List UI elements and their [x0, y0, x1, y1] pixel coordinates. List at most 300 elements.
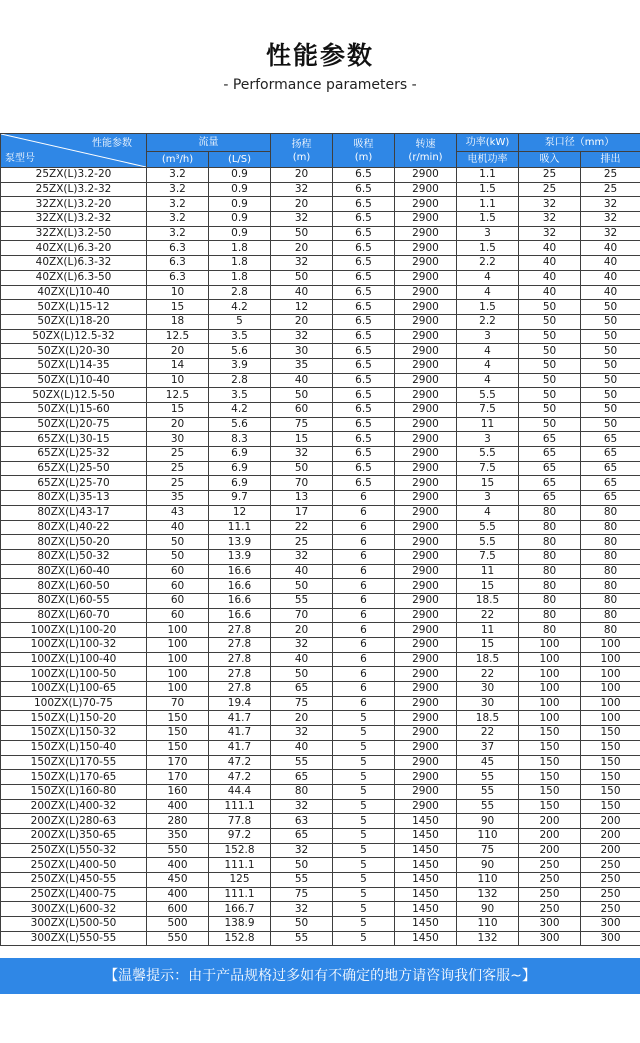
- cell-flow-ls: 8.3: [209, 432, 271, 447]
- cell-suction: 5: [333, 784, 395, 799]
- table-row: [1, 858, 640, 873]
- table-row: [1, 564, 640, 579]
- cell-model: 150ZX(L)170-65: [1, 770, 147, 785]
- cell-flow-ls: 3.5: [209, 388, 271, 403]
- cell-port-out: 50: [581, 344, 640, 359]
- cell-model: 300ZX(L)500-50: [1, 917, 147, 932]
- cell-power: 110: [457, 873, 519, 888]
- cell-port-in: 100: [519, 711, 581, 726]
- cell-head: 50: [271, 917, 333, 932]
- cell-flow-m3h: 15: [147, 403, 209, 418]
- cell-head: 20: [271, 168, 333, 183]
- table-row: [1, 579, 640, 594]
- cell-speed: 1450: [395, 902, 457, 917]
- cell-port-in: 80: [519, 608, 581, 623]
- cell-port-in: 50: [519, 417, 581, 432]
- table-row: [1, 403, 640, 418]
- cell-suction: 6: [333, 638, 395, 653]
- table-row: [1, 696, 640, 711]
- cell-model: 40ZX(L)10-40: [1, 285, 147, 300]
- cell-suction: 6.5: [333, 270, 395, 285]
- cell-model: 50ZX(L)20-30: [1, 344, 147, 359]
- cell-port-out: 50: [581, 417, 640, 432]
- table-row: [1, 270, 640, 285]
- cell-flow-ls: 1.8: [209, 241, 271, 256]
- cell-head: 32: [271, 549, 333, 564]
- table-row: [1, 344, 640, 359]
- table-row: [1, 652, 640, 667]
- cell-speed: 1450: [395, 887, 457, 902]
- cell-head: 32: [271, 902, 333, 917]
- notice-banner: 【温馨提示：由于产品规格过多如有不确定的地方请咨询我们客服~】: [0, 958, 640, 994]
- cell-suction: 6: [333, 667, 395, 682]
- cell-model: 50ZX(L)18-20: [1, 314, 147, 329]
- cell-head: 32: [271, 256, 333, 271]
- header-port-out: 排出: [581, 152, 640, 168]
- cell-port-out: 200: [581, 828, 640, 843]
- cell-port-out: 50: [581, 388, 640, 403]
- cell-port-out: 100: [581, 667, 640, 682]
- cell-head: 20: [271, 623, 333, 638]
- cell-port-in: 150: [519, 740, 581, 755]
- cell-suction: 6.5: [333, 241, 395, 256]
- cell-model: 80ZX(L)50-20: [1, 535, 147, 550]
- cell-port-in: 32: [519, 226, 581, 241]
- cell-model: 65ZX(L)25-50: [1, 461, 147, 476]
- table-row: [1, 549, 640, 564]
- cell-suction: 5: [333, 711, 395, 726]
- cell-power: 90: [457, 902, 519, 917]
- table-row: [1, 168, 640, 183]
- cell-speed: 2900: [395, 667, 457, 682]
- cell-flow-m3h: 550: [147, 931, 209, 946]
- cell-model: 300ZX(L)600-32: [1, 902, 147, 917]
- cell-power: 15: [457, 579, 519, 594]
- cell-power: 3: [457, 432, 519, 447]
- cell-head: 70: [271, 476, 333, 491]
- cell-model: 40ZX(L)6.3-50: [1, 270, 147, 285]
- header-speed: [395, 134, 457, 168]
- cell-flow-ls: 41.7: [209, 740, 271, 755]
- cell-head: 50: [271, 858, 333, 873]
- cell-flow-m3h: 550: [147, 843, 209, 858]
- cell-flow-m3h: 3.2: [147, 168, 209, 183]
- table-row: [1, 770, 640, 785]
- table-header-row-1: [1, 134, 640, 152]
- cell-head: 12: [271, 300, 333, 315]
- table-row: [1, 476, 640, 491]
- cell-head: 75: [271, 887, 333, 902]
- cell-flow-ls: 16.6: [209, 579, 271, 594]
- cell-flow-ls: 16.6: [209, 564, 271, 579]
- table-row: [1, 755, 640, 770]
- table-row: [1, 182, 640, 197]
- header-power-sub: 电机功率: [457, 152, 519, 168]
- cell-flow-m3h: 100: [147, 682, 209, 697]
- cell-speed: 2900: [395, 417, 457, 432]
- cell-flow-m3h: 400: [147, 887, 209, 902]
- cell-port-out: 80: [581, 608, 640, 623]
- cell-port-out: 80: [581, 593, 640, 608]
- cell-suction: 6.5: [333, 432, 395, 447]
- cell-suction: 6: [333, 491, 395, 506]
- cell-speed: 2900: [395, 461, 457, 476]
- cell-power: 2.2: [457, 256, 519, 271]
- cell-speed: 2900: [395, 182, 457, 197]
- cell-power: 4: [457, 358, 519, 373]
- cell-port-out: 150: [581, 799, 640, 814]
- cell-suction: 6.5: [333, 212, 395, 227]
- cell-suction: 5: [333, 814, 395, 829]
- cell-power: 7.5: [457, 403, 519, 418]
- cell-suction: 5: [333, 931, 395, 946]
- cell-power: 5.5: [457, 520, 519, 535]
- cell-power: 4: [457, 373, 519, 388]
- cell-suction: 5: [333, 873, 395, 888]
- cell-port-in: 50: [519, 388, 581, 403]
- cell-speed: 2900: [395, 314, 457, 329]
- cell-speed: 2900: [395, 564, 457, 579]
- header-suction-unit: (m): [354, 151, 373, 163]
- cell-flow-m3h: 15: [147, 300, 209, 315]
- cell-power: 4: [457, 344, 519, 359]
- cell-model: 50ZX(L)12.5-50: [1, 388, 147, 403]
- cell-port-in: 65: [519, 476, 581, 491]
- cell-flow-m3h: 12.5: [147, 388, 209, 403]
- cell-suction: 6.5: [333, 417, 395, 432]
- cell-port-in: 65: [519, 447, 581, 462]
- cell-flow-m3h: 350: [147, 828, 209, 843]
- cell-model: 65ZX(L)25-32: [1, 447, 147, 462]
- cell-port-in: 32: [519, 212, 581, 227]
- cell-flow-ls: 13.9: [209, 549, 271, 564]
- cell-port-out: 100: [581, 682, 640, 697]
- cell-port-out: 40: [581, 241, 640, 256]
- table-row: [1, 608, 640, 623]
- cell-power: 75: [457, 843, 519, 858]
- table-row: [1, 256, 640, 271]
- cell-model: 25ZX(L)3.2-20: [1, 168, 147, 183]
- cell-head: 22: [271, 520, 333, 535]
- cell-speed: 2900: [395, 579, 457, 594]
- cell-port-in: 65: [519, 432, 581, 447]
- cell-port-out: 100: [581, 696, 640, 711]
- cell-speed: 2900: [395, 755, 457, 770]
- cell-flow-ls: 4.2: [209, 300, 271, 315]
- cell-model: 80ZX(L)35-13: [1, 491, 147, 506]
- cell-flow-ls: 0.9: [209, 226, 271, 241]
- cell-flow-ls: 1.8: [209, 256, 271, 271]
- table-row: [1, 212, 640, 227]
- cell-head: 63: [271, 814, 333, 829]
- cell-suction: 6.5: [333, 314, 395, 329]
- table-row: [1, 682, 640, 697]
- cell-flow-m3h: 6.3: [147, 241, 209, 256]
- cell-flow-ls: 1.8: [209, 270, 271, 285]
- cell-suction: 6: [333, 549, 395, 564]
- cell-speed: 2900: [395, 358, 457, 373]
- cell-suction: 6.5: [333, 388, 395, 403]
- table-row: [1, 623, 640, 638]
- cell-head: 70: [271, 608, 333, 623]
- cell-power: 5.5: [457, 535, 519, 550]
- cell-model: 250ZX(L)400-50: [1, 858, 147, 873]
- cell-model: 50ZX(L)10-40: [1, 373, 147, 388]
- cell-head: 32: [271, 182, 333, 197]
- cell-suction: 5: [333, 902, 395, 917]
- cell-power: 18.5: [457, 652, 519, 667]
- cell-speed: 2900: [395, 432, 457, 447]
- cell-port-in: 250: [519, 858, 581, 873]
- cell-suction: 6.5: [333, 403, 395, 418]
- cell-model: 80ZX(L)60-40: [1, 564, 147, 579]
- cell-port-out: 65: [581, 491, 640, 506]
- cell-port-in: 200: [519, 814, 581, 829]
- cell-power: 30: [457, 696, 519, 711]
- cell-head: 80: [271, 784, 333, 799]
- cell-port-out: 300: [581, 931, 640, 946]
- cell-power: 1.5: [457, 212, 519, 227]
- cell-port-in: 50: [519, 314, 581, 329]
- cell-flow-ls: 111.1: [209, 887, 271, 902]
- cell-port-out: 50: [581, 358, 640, 373]
- cell-power: 3: [457, 491, 519, 506]
- cell-port-in: 250: [519, 902, 581, 917]
- diagonal-bottom-label: 泵型号: [5, 153, 35, 164]
- cell-flow-m3h: 60: [147, 608, 209, 623]
- cell-head: 50: [271, 461, 333, 476]
- cell-speed: 2900: [395, 505, 457, 520]
- table-row: [1, 843, 640, 858]
- cell-suction: 5: [333, 740, 395, 755]
- cell-suction: 6.5: [333, 168, 395, 183]
- cell-port-in: 50: [519, 358, 581, 373]
- cell-head: 17: [271, 505, 333, 520]
- cell-port-out: 50: [581, 314, 640, 329]
- cell-flow-ls: 16.6: [209, 608, 271, 623]
- table-row: [1, 828, 640, 843]
- cell-flow-m3h: 30: [147, 432, 209, 447]
- cell-port-in: 80: [519, 535, 581, 550]
- cell-suction: 5: [333, 858, 395, 873]
- cell-flow-ls: 27.8: [209, 667, 271, 682]
- cell-power: 1.5: [457, 241, 519, 256]
- cell-flow-m3h: 100: [147, 652, 209, 667]
- cell-speed: 2900: [395, 212, 457, 227]
- cell-model: 40ZX(L)6.3-32: [1, 256, 147, 271]
- table-row: [1, 314, 640, 329]
- cell-power: 18.5: [457, 593, 519, 608]
- cell-speed: 2900: [395, 726, 457, 741]
- table-row: [1, 197, 640, 212]
- cell-model: 32ZX(L)3.2-50: [1, 226, 147, 241]
- cell-flow-m3h: 50: [147, 549, 209, 564]
- cell-head: 20: [271, 241, 333, 256]
- cell-speed: 2900: [395, 447, 457, 462]
- cell-port-out: 150: [581, 726, 640, 741]
- cell-power: 15: [457, 476, 519, 491]
- cell-speed: 1450: [395, 858, 457, 873]
- cell-port-out: 150: [581, 755, 640, 770]
- cell-suction: 6: [333, 564, 395, 579]
- cell-port-out: 65: [581, 476, 640, 491]
- cell-model: 100ZX(L)100-65: [1, 682, 147, 697]
- cell-flow-m3h: 18: [147, 314, 209, 329]
- cell-speed: 2900: [395, 270, 457, 285]
- cell-suction: 6: [333, 682, 395, 697]
- cell-power: 30: [457, 682, 519, 697]
- cell-suction: 6.5: [333, 182, 395, 197]
- cell-speed: 2900: [395, 799, 457, 814]
- cell-power: 4: [457, 505, 519, 520]
- cell-model: 65ZX(L)30-15: [1, 432, 147, 447]
- table-row: [1, 329, 640, 344]
- cell-model: 25ZX(L)3.2-32: [1, 182, 147, 197]
- cell-suction: 6.5: [333, 358, 395, 373]
- cell-port-in: 100: [519, 638, 581, 653]
- cell-port-out: 100: [581, 711, 640, 726]
- cell-speed: 2900: [395, 549, 457, 564]
- cell-suction: 5: [333, 726, 395, 741]
- cell-port-out: 80: [581, 535, 640, 550]
- cell-flow-ls: 47.2: [209, 770, 271, 785]
- cell-head: 32: [271, 447, 333, 462]
- cell-head: 20: [271, 314, 333, 329]
- cell-port-out: 200: [581, 843, 640, 858]
- cell-flow-ls: 77.8: [209, 814, 271, 829]
- cell-flow-m3h: 150: [147, 740, 209, 755]
- table-row: [1, 638, 640, 653]
- cell-suction: 6.5: [333, 461, 395, 476]
- cell-head: 25: [271, 535, 333, 550]
- cell-flow-ls: 2.8: [209, 285, 271, 300]
- cell-speed: 2900: [395, 638, 457, 653]
- cell-head: 50: [271, 388, 333, 403]
- cell-port-in: 80: [519, 593, 581, 608]
- header-head-label: 扬程: [291, 138, 312, 150]
- cell-speed: 2900: [395, 285, 457, 300]
- cell-suction: 6.5: [333, 476, 395, 491]
- cell-head: 13: [271, 491, 333, 506]
- cell-flow-m3h: 14: [147, 358, 209, 373]
- cell-power: 22: [457, 608, 519, 623]
- cell-flow-ls: 6.9: [209, 461, 271, 476]
- cell-port-out: 65: [581, 447, 640, 462]
- cell-port-out: 50: [581, 329, 640, 344]
- table-row: [1, 917, 640, 932]
- cell-port-in: 40: [519, 241, 581, 256]
- cell-port-in: 25: [519, 168, 581, 183]
- cell-flow-ls: 6.9: [209, 447, 271, 462]
- cell-model: 50ZX(L)12.5-32: [1, 329, 147, 344]
- cell-model: 300ZX(L)550-55: [1, 931, 147, 946]
- cell-port-out: 150: [581, 784, 640, 799]
- cell-port-out: 80: [581, 549, 640, 564]
- cell-model: 80ZX(L)43-17: [1, 505, 147, 520]
- table-row: [1, 358, 640, 373]
- cell-power: 3: [457, 329, 519, 344]
- cell-flow-ls: 9.7: [209, 491, 271, 506]
- cell-head: 55: [271, 593, 333, 608]
- cell-power: 7.5: [457, 549, 519, 564]
- cell-speed: 2900: [395, 403, 457, 418]
- cell-port-in: 80: [519, 549, 581, 564]
- cell-head: 50: [271, 226, 333, 241]
- table-row: [1, 814, 640, 829]
- cell-flow-ls: 138.9: [209, 917, 271, 932]
- cell-flow-ls: 0.9: [209, 182, 271, 197]
- cell-flow-m3h: 100: [147, 638, 209, 653]
- cell-power: 1.1: [457, 168, 519, 183]
- cell-flow-ls: 152.8: [209, 843, 271, 858]
- cell-suction: 6.5: [333, 373, 395, 388]
- cell-model: 150ZX(L)150-32: [1, 726, 147, 741]
- header-speed-label: 转速: [415, 138, 436, 150]
- cell-flow-m3h: 400: [147, 858, 209, 873]
- cell-head: 40: [271, 740, 333, 755]
- cell-speed: 2900: [395, 623, 457, 638]
- cell-model: 50ZX(L)20-75: [1, 417, 147, 432]
- cell-speed: 1450: [395, 828, 457, 843]
- cell-port-in: 150: [519, 755, 581, 770]
- cell-flow-ls: 11.1: [209, 520, 271, 535]
- cell-suction: 6: [333, 623, 395, 638]
- cell-model: 200ZX(L)280-63: [1, 814, 147, 829]
- cell-flow-ls: 125: [209, 873, 271, 888]
- cell-power: 132: [457, 887, 519, 902]
- cell-speed: 2900: [395, 491, 457, 506]
- cell-head: 32: [271, 638, 333, 653]
- cell-speed: 2900: [395, 168, 457, 183]
- cell-power: 132: [457, 931, 519, 946]
- cell-head: 32: [271, 843, 333, 858]
- table-row: [1, 740, 640, 755]
- cell-power: 4: [457, 285, 519, 300]
- cell-port-in: 300: [519, 931, 581, 946]
- cell-flow-ls: 111.1: [209, 858, 271, 873]
- cell-flow-m3h: 3.2: [147, 182, 209, 197]
- cell-speed: 2900: [395, 226, 457, 241]
- cell-model: 250ZX(L)400-75: [1, 887, 147, 902]
- cell-flow-ls: 5: [209, 314, 271, 329]
- cell-port-in: 200: [519, 843, 581, 858]
- cell-model: 100ZX(L)100-32: [1, 638, 147, 653]
- cell-flow-m3h: 150: [147, 711, 209, 726]
- cell-port-out: 150: [581, 740, 640, 755]
- cell-suction: 5: [333, 799, 395, 814]
- cell-speed: 1450: [395, 843, 457, 858]
- cell-power: 55: [457, 799, 519, 814]
- cell-port-in: 65: [519, 461, 581, 476]
- cell-port-in: 100: [519, 652, 581, 667]
- cell-flow-m3h: 25: [147, 447, 209, 462]
- cell-flow-m3h: 150: [147, 726, 209, 741]
- cell-power: 11: [457, 623, 519, 638]
- cell-flow-m3h: 10: [147, 285, 209, 300]
- cell-flow-m3h: 50: [147, 535, 209, 550]
- cell-head: 75: [271, 696, 333, 711]
- cell-flow-ls: 41.7: [209, 726, 271, 741]
- cell-suction: 6: [333, 505, 395, 520]
- cell-flow-m3h: 10: [147, 373, 209, 388]
- cell-model: 80ZX(L)60-70: [1, 608, 147, 623]
- cell-power: 22: [457, 726, 519, 741]
- header-flow-unit-ls: (L/S): [209, 152, 271, 168]
- cell-flow-m3h: 100: [147, 667, 209, 682]
- cell-model: 65ZX(L)25-70: [1, 476, 147, 491]
- cell-flow-m3h: 3.2: [147, 212, 209, 227]
- cell-flow-m3h: 60: [147, 593, 209, 608]
